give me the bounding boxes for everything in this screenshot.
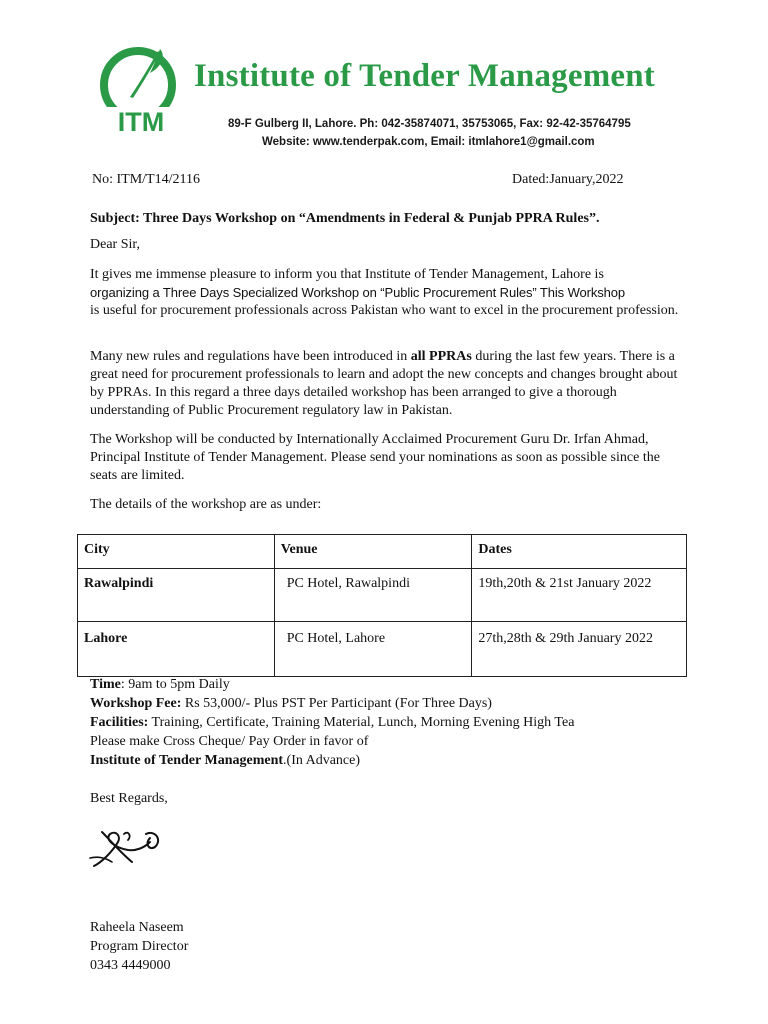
details-intro: The details of the workshop are as under: (90, 497, 322, 512)
table-row (78, 569, 687, 622)
signatory-block (90, 918, 188, 975)
payee-line (90, 751, 574, 770)
cell-venue: PC Hotel, Rawalpindi (274, 569, 472, 622)
ppra-text-start: Many new rules and regulations have been introduced in (90, 349, 411, 364)
reference-number: No: ITM/T14/2116 (92, 172, 200, 187)
signatory-name: Raheela Naseem (90, 920, 184, 935)
cell-city: Lahore (78, 622, 275, 677)
table-header-row (78, 535, 687, 569)
fee-label: Workshop Fee: (90, 696, 182, 711)
cell-dates: 19th,20th & 21st January 2022 (472, 569, 687, 622)
salutation: Dear Sir, (90, 237, 140, 252)
payee-note: .(In Advance) (283, 753, 360, 768)
facilities-line (90, 713, 574, 732)
workshop-details-table (77, 534, 687, 677)
signatory-title: Program Director (90, 939, 189, 954)
intro-rest: is useful for procurement professionals across Pakistan who want to excel in the procurement profession. (90, 303, 679, 318)
table-row (78, 622, 687, 677)
cell-dates: 27th,28th & 29th January 2022 (472, 622, 687, 677)
header-dates: Dates (472, 535, 687, 569)
header-city: City (78, 535, 275, 569)
website-email-line: Website: www.tenderpak.com, Email: itmlahore1@gmail.com (262, 136, 595, 148)
ppra-bold: all PPRAs (410, 349, 472, 364)
signatory-phone: 0343 4449000 (90, 958, 171, 973)
cell-city: Rawalpindi (78, 569, 275, 622)
header-venue: Venue (274, 535, 472, 569)
workshop-info (90, 675, 574, 770)
time-line (90, 675, 574, 694)
letter-date: Dated:January,2022 (512, 172, 624, 187)
intro-line-1: It gives me immense pleasure to inform you that Institute of Tender Management, Lahore is (90, 267, 604, 282)
svg-text:ITM: ITM (117, 107, 165, 135)
address-line: 89-F Gulberg II, Lahore. Ph: 042-35874071, 35753065, Fax: 92-42-35764795 (228, 118, 631, 130)
time-label: Time (90, 677, 121, 692)
subject-line: Subject: Three Days Workshop on “Amendments in Federal & Punjab PPRA Rules”. (90, 211, 600, 226)
facilities-label: Facilities: (90, 715, 149, 730)
closing-regards: Best Regards, (90, 791, 168, 806)
fee-line (90, 694, 574, 713)
cell-venue: PC Hotel, Lahore (274, 622, 472, 677)
fee-value: Rs 53,000/- Plus PST Per Participant (For Three Days) (181, 696, 492, 711)
organization-name: Institute of Tender Management (194, 58, 655, 94)
paragraph-trainer: The Workshop will be conducted by Internationally Acclaimed Procurement Guru Dr. Irfan Ahmad, Principal Institute of Tender Management. Please send your nominations as soon as possible since the seats are limited. (90, 432, 660, 483)
facilities-value: Training, Certificate, Training Material, Lunch, Morning Evening High Tea (148, 715, 575, 730)
intro-line-2: organizing a Three Days Specialized Workshop on “Public Procurement Rules” This Workshop (90, 285, 626, 300)
paragraph-intro (90, 266, 680, 320)
payee-name: Institute of Tender Management (90, 753, 284, 768)
signature (88, 822, 168, 872)
itm-logo (100, 45, 182, 135)
time-value: : 9am to 5pm Daily (120, 677, 230, 692)
payment-note: Please make Cross Cheque/ Pay Order in favor of (90, 734, 369, 749)
paragraph-ppra (90, 348, 680, 420)
ppra-text-end: during the last few years. There is a great need for procurement professionals to learn and adopt the new concepts and changes brought about by PPRAs. In this regard a three days detailed workshop has been arranged to give a thorough understanding of Public Procurement regulatory law in Pakistan. (90, 349, 678, 418)
